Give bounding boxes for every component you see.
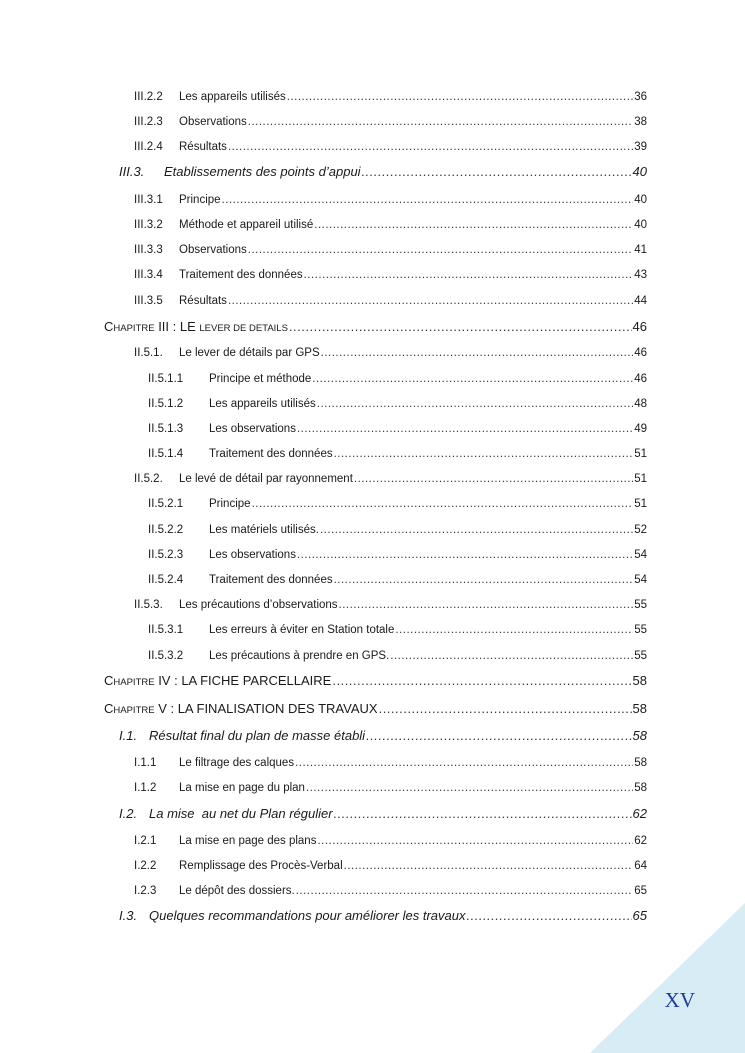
toc-title: Observations [179,116,247,128]
toc-title: Résultat final du plan de masse établi [149,728,366,743]
toc-title: Quelques recommandations pour améliorer les travaux [149,908,466,923]
toc-entry[interactable] [148,422,647,436]
toc-number: I.3. [119,908,138,923]
toc-title: La mise en page du plan [179,782,305,794]
toc-title: Principe et méthode [209,373,312,385]
toc-chapter-title: CHAPITRE IV : LA FICHE PARCELLAIRE [104,673,332,688]
toc-title: Traitement des données [209,448,333,460]
toc-page: 38 [634,116,647,128]
dot-leader [317,834,633,848]
toc-page: 55 [634,624,647,636]
toc-number: II.5.2.1 [148,498,184,510]
toc-entry[interactable] [134,115,647,129]
dot-leader [248,115,633,129]
toc-number: II.5.3.2 [148,650,184,662]
toc-page: 58 [634,782,647,794]
toc-page: 43 [634,269,647,281]
dot-leader [379,702,632,716]
dot-leader [390,649,633,663]
toc-title: La mise en page des plans [179,835,317,847]
dot-leader [321,346,634,360]
toc-page: 65 [634,885,647,897]
toc-title: Les matériels utilisés. [209,524,319,536]
toc-entry[interactable] [134,140,647,154]
toc-page: 49 [634,423,647,435]
toc-entry[interactable] [134,243,647,257]
dot-leader [395,623,633,637]
dot-leader [248,243,633,257]
toc-title: Principe [209,498,251,510]
toc-number: II.5.2.2 [148,524,184,536]
toc-number: III.2.2 [134,91,163,103]
toc-title: Les appareils utilisés [179,91,286,103]
toc-number: I.2.1 [134,835,157,847]
toc-number: III.3.1 [134,194,163,206]
toc-title: Principe [179,194,221,206]
toc-number: II.5.1.4 [148,448,184,460]
toc-entry[interactable] [134,218,647,232]
toc-section-entry[interactable] [119,729,647,743]
toc-page: 51 [634,448,647,460]
toc-entry[interactable] [134,834,647,848]
toc-entry[interactable] [148,649,647,663]
toc-title: Les observations [209,549,296,561]
toc-chapter-entry[interactable] [104,674,647,690]
toc-entry[interactable] [148,573,647,587]
corner-decoration [590,903,745,1053]
toc-section-entry[interactable] [119,165,647,179]
toc-number: II.5.1.1 [148,373,184,385]
toc-entry[interactable] [134,472,647,486]
dot-leader [222,193,634,207]
toc-number: III.3.3 [134,244,163,256]
dot-leader [317,397,633,411]
toc-title: Le lever de détails par GPS [179,347,320,359]
toc-number: I.2.3 [134,885,157,897]
toc-entry[interactable] [134,193,647,207]
toc-page: 40 [632,164,647,179]
dot-leader [228,140,633,154]
toc-page: 55 [634,650,647,662]
toc-title: Le filtrage des calques [179,757,295,769]
toc-page: 44 [634,295,647,307]
toc-page: 40 [634,194,647,206]
toc-title: Le levé de détail par rayonnement [179,473,353,485]
toc-chapter-entry[interactable] [104,320,647,336]
toc-number: I.1.1 [134,757,157,769]
dot-leader [296,884,633,898]
toc-number: III.3.2 [134,219,163,231]
toc-page: 55 [634,599,647,611]
toc-page: 40 [634,219,647,231]
toc-title: Observations [179,244,247,256]
toc-entry[interactable] [148,497,647,511]
dot-leader [297,548,633,562]
toc-number: II.5.3.1 [148,624,184,636]
toc-entry[interactable] [148,447,647,461]
toc-title: Etablissements des points d’appui [164,164,361,179]
toc-page: 54 [634,574,647,586]
toc-entry[interactable] [134,90,647,104]
dot-leader [297,422,633,436]
toc-number: III.2.4 [134,141,163,153]
toc-page: 62 [634,835,647,847]
dot-leader [339,598,634,612]
toc-title: Remplissage des Procès-Verbal [179,860,343,872]
toc-chapter-title: CHAPITRE III : LE LEVER DE DETAILS [104,319,288,334]
toc-entry[interactable] [148,397,647,411]
toc-page: 64 [634,860,647,872]
toc-page: 46 [634,347,647,359]
dot-leader [252,497,634,511]
dot-leader [306,781,633,795]
toc-title: Le dépôt des dossiers. [179,885,295,897]
toc-page: 54 [634,549,647,561]
toc-number: I.1. [119,728,138,743]
toc-entry[interactable] [134,859,647,873]
dot-leader [295,756,633,770]
toc-entry[interactable] [134,268,647,282]
dot-leader [334,447,634,461]
page-number: XV [664,988,695,1012]
toc-title: Les erreurs à éviter en Station totale [209,624,395,636]
dot-leader [228,294,633,308]
dot-leader [344,859,634,873]
toc-number: II.5.2.4 [148,574,184,586]
toc-page: 46 [632,319,647,334]
toc-title: Les observations [209,423,296,435]
toc-page: 51 [634,498,647,510]
toc-page: 48 [634,398,647,410]
dot-leader [320,523,633,537]
toc-entry[interactable] [134,781,647,795]
toc-entry[interactable] [148,523,647,537]
toc-number: I.2.2 [134,860,157,872]
toc-number: I.2. [119,806,138,821]
toc-entry[interactable] [134,294,647,308]
toc-title: Résultats [179,295,227,307]
toc-number: I.1.2 [134,782,157,794]
toc-title: Les précautions d’observations [179,599,338,611]
toc-number: II.5.1. [134,347,163,359]
toc-section-entry[interactable] [119,807,647,821]
toc-page: 51 [634,473,647,485]
toc-chapter-title: CHAPITRE V : LA FINALISATION DES TRAVAUX [104,701,378,716]
toc-number: III.3.5 [134,295,163,307]
toc-page: 39 [634,141,647,153]
toc-entry[interactable] [148,372,647,386]
toc-entry[interactable] [148,623,647,637]
toc-page: 36 [634,91,647,103]
toc-entry[interactable] [134,884,647,898]
toc-page: 65 [632,908,647,923]
toc-number: II.5.2.3 [148,549,184,561]
toc-number: III.3.4 [134,269,163,281]
dot-leader [312,372,633,386]
dot-leader [362,165,632,179]
dot-leader [354,472,633,486]
toc-entry[interactable] [134,756,647,770]
toc-number: II.5.1.2 [148,398,184,410]
toc-title: Méthode et appareil utilisé [179,219,314,231]
toc-title: Résultats [179,141,227,153]
toc-page: 58 [632,701,647,716]
dot-leader [289,320,632,334]
dot-leader [314,218,633,232]
dot-leader [366,729,631,743]
dot-leader [332,674,631,688]
dot-leader [334,807,632,821]
toc-page: 41 [634,244,647,256]
toc-page: 46 [634,373,647,385]
dot-leader [334,573,634,587]
toc-entry[interactable] [134,598,647,612]
dot-leader [287,90,633,104]
toc-page: 58 [632,673,647,688]
toc-page: 52 [634,524,647,536]
toc-chapter-entry[interactable] [104,702,647,718]
toc-title: La mise au net du Plan régulier [149,806,333,821]
toc-title: Les appareils utilisés [209,398,316,410]
toc-page: 62 [632,806,647,821]
toc-page: 58 [632,728,647,743]
toc-entry[interactable] [134,346,647,360]
toc-number: III.3. [119,164,145,179]
toc-number: II.5.1.3 [148,423,184,435]
toc-section-entry[interactable] [119,909,647,923]
toc-title: Traitement des données [179,269,303,281]
toc-number: III.2.3 [134,116,163,128]
toc-page: 58 [634,757,647,769]
toc-entry[interactable] [148,548,647,562]
toc-number: II.5.2. [134,473,163,485]
dot-leader [304,268,634,282]
corner-triangle [590,903,745,1053]
toc-number: II.5.3. [134,599,163,611]
toc-title: Les précautions à prendre en GPS. [209,650,390,662]
toc-title: Traitement des données [209,574,333,586]
